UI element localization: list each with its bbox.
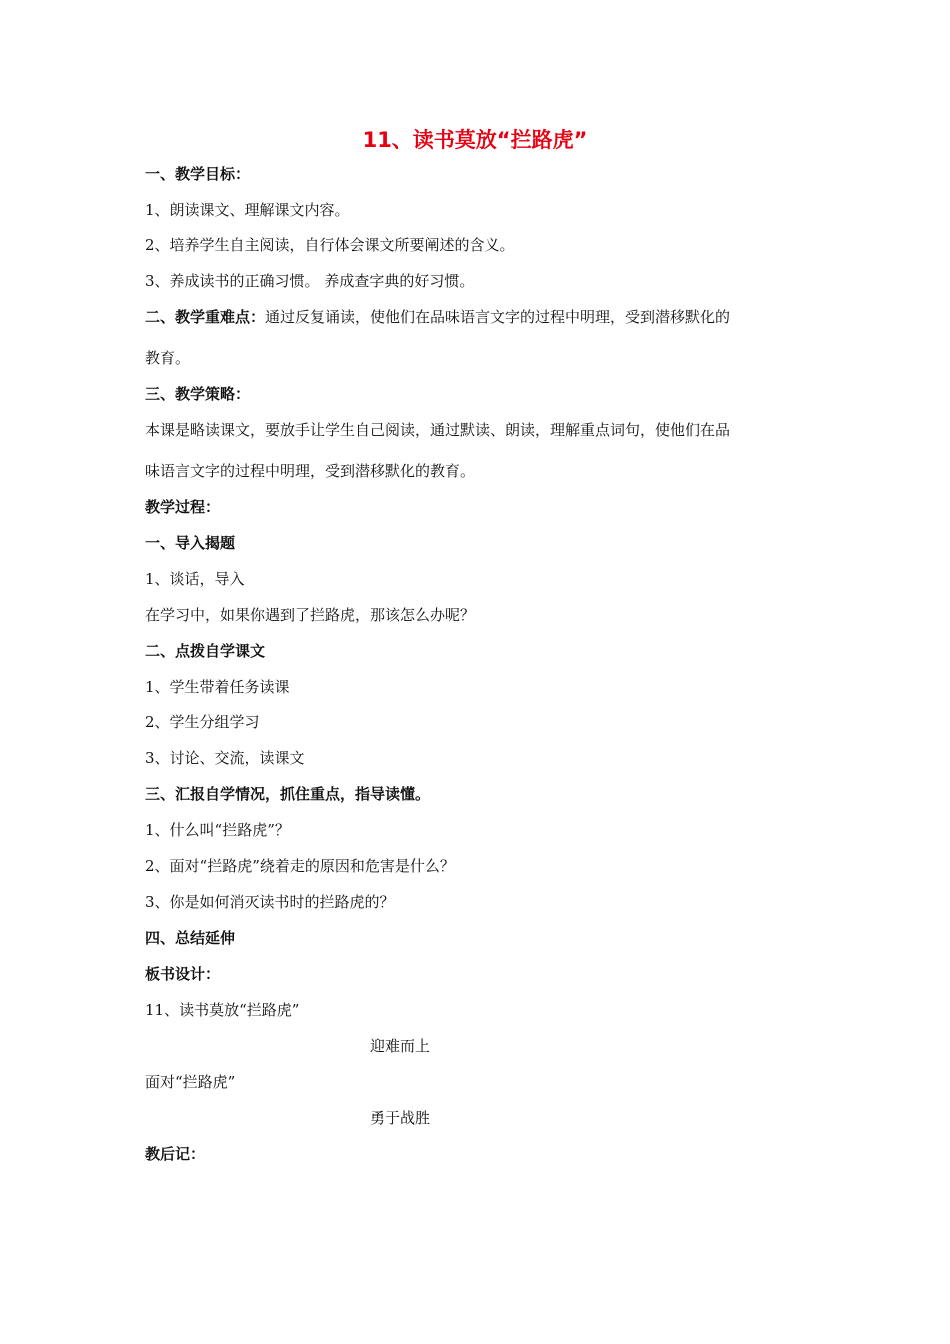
body-line: 教育。: [145, 349, 191, 367]
section-heading: 三、汇报自学情况，抓住重点，指导读懂。: [145, 785, 431, 803]
section-heading: 二、点拨自学课文: [145, 642, 266, 660]
section-heading: 四、总结延伸: [145, 929, 236, 947]
body-line: 3、你是如何消灭读书时的拦路虎的？: [145, 893, 395, 911]
body-line: 面对“拦路虎”: [145, 1073, 236, 1091]
board-line-centered: 迎难而上: [370, 1037, 431, 1055]
section-heading: 教学过程：: [145, 498, 221, 516]
body-text: 通过反复诵读，使他们在品味语言文字的过程中明理，受到潜移默化的: [265, 308, 731, 326]
section-heading: 教后记：: [145, 1145, 206, 1163]
body-line: 本课是略读课文，要放手让学生自己阅读，通过默读、朗读，理解重点词句，使他们在品: [145, 421, 731, 439]
section-heading-inline: 二、教学重难点：: [145, 308, 266, 326]
body-line: 2、培养学生自主阅读，自行体会课文所要阐述的含义。: [145, 236, 515, 254]
body-line: 1、学生带着任务读课: [145, 678, 290, 696]
body-line: 2、面对“拦路虎”绕着走的原因和危害是什么？: [145, 857, 455, 875]
body-line: 1、朗读课文、理解课文内容。: [145, 201, 350, 219]
body-line: 在学习中，如果你遇到了拦路虎，那该怎么办呢？: [145, 606, 476, 624]
body-line: 1、什么叫“拦路虎”？: [145, 821, 290, 839]
body-line: 11、读书莫放“拦路虎”: [145, 1001, 300, 1019]
body-line: 2、学生分组学习: [145, 713, 260, 731]
body-line: 3、养成读书的正确习惯。 养成查字典的好习惯。: [145, 272, 475, 290]
section-heading: 一、教学目标：: [145, 165, 251, 183]
body-line: 味语言文字的过程中明理，受到潜移默化的教育。: [145, 462, 476, 480]
section-heading: 一、导入揭题: [145, 534, 236, 552]
document-title: 11、读书莫放“拦路虎”: [362, 128, 588, 152]
body-line: 3、讨论、交流，读课文: [145, 749, 305, 767]
board-line-centered: 勇于战胜: [370, 1109, 431, 1127]
section-heading: 板书设计：: [145, 965, 221, 983]
body-line: [145, 307, 730, 327]
body-line: 1、谈话，导入: [145, 570, 245, 588]
section-heading: 三、教学策略：: [145, 385, 251, 403]
